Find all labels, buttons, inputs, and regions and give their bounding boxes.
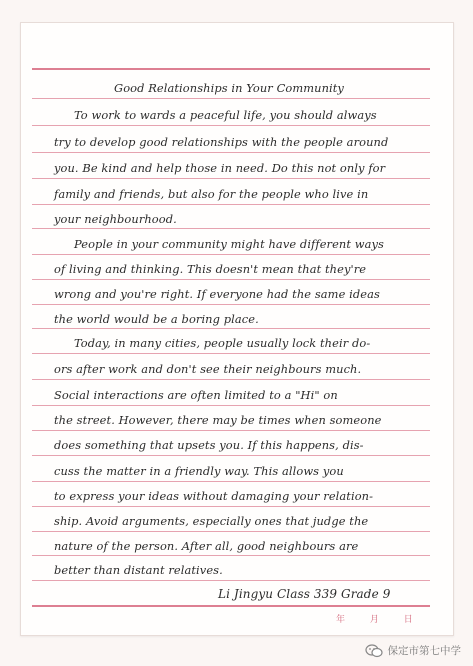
essay-title: Good Relationships in Your Community xyxy=(114,81,344,95)
rule-line xyxy=(32,98,430,99)
essay-line: family and friends, but also for the people who live in xyxy=(54,187,369,201)
rule-line xyxy=(32,555,430,556)
rule-line xyxy=(32,178,430,179)
essay-line: cuss the matter in a friendly way. This allows you xyxy=(54,464,344,478)
essay-line: People in your community might have different ways xyxy=(74,237,384,251)
essay-line: of living and thinking. This doesn't mean that they're xyxy=(54,262,367,276)
date-month: 月 xyxy=(369,615,381,625)
essay-line: wrong and you're right. If everyone had the same ideas xyxy=(54,287,380,301)
rule-line xyxy=(32,254,430,255)
essay-line: your neighbourhood. xyxy=(54,212,177,226)
top-rule xyxy=(32,68,430,70)
essay-line: To work to wards a peaceful life, you should always xyxy=(74,108,377,122)
essay-line: Social interactions are often limited to a "Hi" on xyxy=(54,388,338,402)
signature: Li Jingyu Class 339 Grade 9 xyxy=(218,587,391,601)
rule-line xyxy=(32,328,430,329)
rule-line xyxy=(32,481,430,482)
rule-line xyxy=(32,531,430,532)
rule-line xyxy=(32,430,430,431)
bottom-rule xyxy=(32,605,430,607)
essay-line: nature of the person. After all, good neighbours are xyxy=(54,539,359,553)
rule-line xyxy=(32,125,430,126)
watermark-text: 保定市第七中学 xyxy=(387,645,461,657)
rule-line xyxy=(32,204,430,205)
rule-line xyxy=(32,405,430,406)
date-day: 日 xyxy=(403,615,415,625)
essay-line: you. Be kind and help those in need. Do this not only for xyxy=(54,161,386,175)
date-year: 年 xyxy=(336,615,348,625)
rule-line xyxy=(32,304,430,305)
rule-line xyxy=(32,228,430,229)
essay-line: the world would be a boring place. xyxy=(54,312,259,326)
essay-line: try to develop good relationships with the people around xyxy=(54,135,389,149)
rule-line xyxy=(32,279,430,280)
wechat-icon xyxy=(365,644,383,658)
rule-line xyxy=(32,580,430,581)
rule-line xyxy=(32,152,430,153)
rule-line xyxy=(32,379,430,380)
essay-line: does something that upsets you. If this happens, dis- xyxy=(54,438,364,452)
essay-line: Today, in many cities, people usually lock their do- xyxy=(74,336,371,350)
date-row xyxy=(336,612,433,625)
essay-line: to express your ideas without damaging your relation- xyxy=(54,489,374,503)
rule-line xyxy=(32,506,430,507)
essay-line: better than distant relatives. xyxy=(54,563,223,577)
rule-line xyxy=(32,353,430,354)
rule-line xyxy=(32,455,430,456)
essay-line: ors after work and don't see their neighbours much. xyxy=(54,362,362,376)
watermark xyxy=(365,643,462,658)
essay-line: ship. Avoid arguments, especially ones that judge the xyxy=(54,514,369,528)
essay-line: the street. However, there may be times when someone xyxy=(54,413,382,427)
